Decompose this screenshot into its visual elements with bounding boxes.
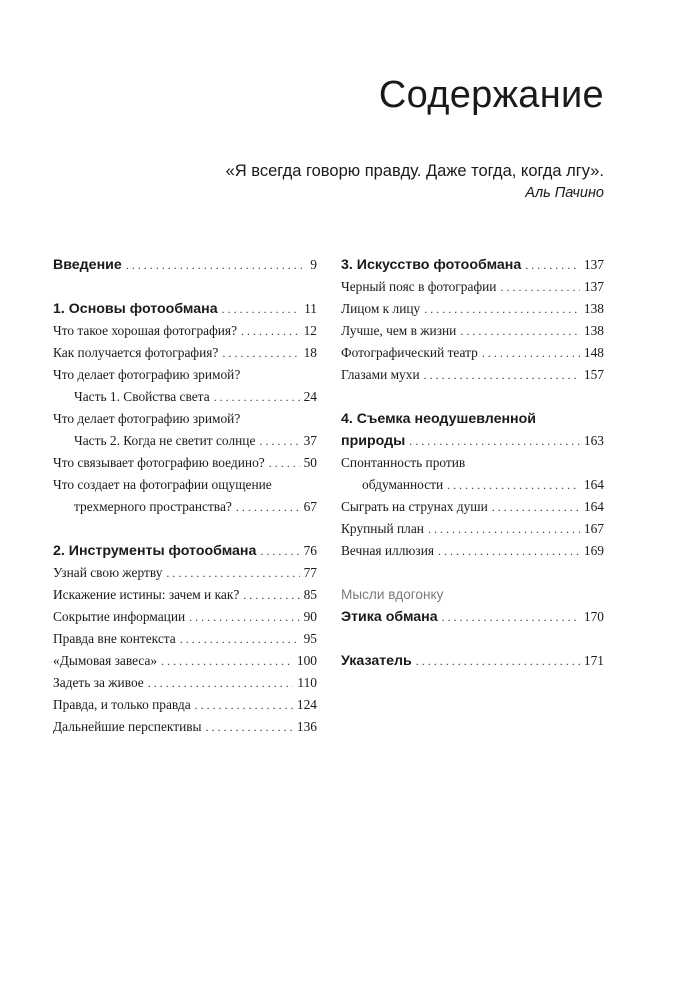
toc-entry-label: Что связывает фотографию воедино?	[53, 455, 265, 470]
dot-leader	[500, 276, 579, 298]
toc-entry[interactable]	[53, 650, 317, 672]
toc-page-number: 124	[296, 697, 317, 712]
toc-entry[interactable]	[53, 606, 317, 628]
toc-page-number: 37	[303, 433, 317, 448]
toc-entry[interactable]	[53, 342, 317, 364]
toc-page-number: 138	[583, 323, 604, 338]
toc-right-column	[341, 254, 604, 672]
toc-entry[interactable]	[53, 496, 317, 518]
dot-leader	[442, 606, 580, 628]
toc-entry[interactable]	[53, 430, 317, 452]
dot-leader	[236, 496, 300, 518]
toc-entry-label: Что делает фотографию зримой?	[53, 411, 241, 426]
epigraph	[226, 162, 604, 201]
dot-leader	[195, 694, 293, 716]
toc-entry[interactable]	[53, 584, 317, 606]
toc-page-number: 9	[310, 257, 317, 272]
dot-leader	[460, 320, 580, 342]
toc-entry[interactable]	[53, 628, 317, 650]
toc-entry-label: Часть 2. Когда не светит солнце	[74, 433, 256, 448]
dot-leader	[269, 452, 300, 474]
toc-entry-label: трехмерного пространства?	[74, 499, 232, 514]
toc-left-column	[53, 254, 317, 738]
toc-page-number: 11	[304, 301, 317, 316]
toc-page-number: 67	[303, 499, 317, 514]
toc-page-number: 90	[303, 609, 317, 624]
toc-entry-label: Как получается фотография?	[53, 345, 219, 360]
epigraph-author: Аль Пачино	[525, 185, 604, 201]
dot-leader	[222, 342, 299, 364]
toc-page-number: 110	[297, 675, 317, 690]
toc-entry-label: 2. Инструменты фотообмана	[53, 543, 257, 559]
toc-page-number: 148	[583, 345, 604, 360]
dot-leader	[416, 650, 580, 672]
toc-entry-label: 4. Съемка неодушевленной	[341, 411, 536, 427]
dot-leader	[424, 364, 580, 386]
dot-leader	[206, 716, 293, 738]
toc-entry[interactable]	[341, 540, 604, 562]
toc-entry[interactable]	[341, 474, 604, 496]
toc-entry-label: Спонтанность против	[341, 455, 466, 470]
toc-entry-label: природы	[341, 433, 406, 449]
afterword-kicker: Мысли вдогонку	[341, 587, 444, 602]
dot-leader	[492, 496, 580, 518]
toc-entry[interactable]	[53, 562, 317, 584]
toc-entry[interactable]	[53, 386, 317, 408]
toc-entry[interactable]	[341, 320, 604, 342]
toc-page-number: 138	[583, 301, 604, 316]
toc-entry-label: Что создает на фотографии ощущение	[53, 477, 272, 492]
toc-page-number: 164	[583, 477, 604, 492]
toc-page-number: 137	[583, 279, 604, 294]
toc-entry-label: Правда, и только правда	[53, 697, 191, 712]
toc-entry-label: Узнай свою жертву	[53, 565, 163, 580]
toc-chapter-3[interactable]	[341, 254, 604, 276]
dot-leader	[222, 298, 301, 320]
toc-entry[interactable]	[341, 298, 604, 320]
toc-page-number: 76	[303, 543, 317, 558]
dot-leader	[214, 386, 300, 408]
dot-leader	[424, 298, 580, 320]
toc-entry-label: Сыграть на струнах души	[341, 499, 488, 514]
toc-entry-label: Часть 1. Свойства света	[74, 389, 210, 404]
toc-entry-label: Искажение истины: зачем и как?	[53, 587, 240, 602]
toc-page-number: 163	[583, 433, 604, 448]
toc-entry[interactable]	[53, 320, 317, 342]
toc-page-number: 170	[583, 609, 604, 624]
toc-entry-label: Этика обмана	[341, 609, 438, 625]
toc-entry-label: 3. Искусство фотообмана	[341, 257, 522, 273]
toc-page-number: 164	[583, 499, 604, 514]
toc-entry-label: обдуманности	[362, 477, 444, 492]
dot-leader	[482, 342, 580, 364]
toc-chapter-4[interactable]	[341, 430, 604, 452]
toc-entry[interactable]	[341, 496, 604, 518]
toc-entry-label: Что такое хорошая фотография?	[53, 323, 238, 338]
toc-entry-label: Глазами мухи	[341, 367, 420, 382]
dot-leader	[126, 254, 307, 276]
dot-leader	[260, 540, 299, 562]
toc-entry-label: Что делает фотографию зримой?	[53, 367, 241, 382]
toc-entry-label: Фотографический театр	[341, 345, 478, 360]
toc-entry[interactable]	[53, 408, 317, 430]
toc-chapter-1[interactable]	[53, 298, 317, 320]
toc-entry[interactable]	[53, 672, 317, 694]
toc-page-number: 12	[303, 323, 317, 338]
toc-entry-intro[interactable]	[53, 254, 317, 276]
dot-leader	[243, 584, 299, 606]
toc-entry-label: Вечная иллюзия	[341, 543, 435, 558]
toc-entry[interactable]	[341, 518, 604, 540]
toc-page-number: 85	[303, 587, 317, 602]
toc-entry[interactable]	[53, 452, 317, 474]
dot-leader	[166, 562, 299, 584]
dot-leader	[241, 320, 300, 342]
toc-entry-label: Задеть за живое	[53, 675, 144, 690]
toc-page-number: 95	[303, 631, 317, 646]
dot-leader	[447, 474, 580, 496]
dot-leader	[525, 254, 580, 276]
epigraph-quote: «Я всегда говорю правду. Даже тогда, когда лгу».	[225, 162, 604, 180]
toc-entry-label: Лучше, чем в жизни	[341, 323, 457, 338]
toc-entry-label: Черный пояс в фотографии	[341, 279, 497, 294]
toc-page-number: 137	[583, 257, 604, 272]
toc-entry[interactable]	[341, 364, 604, 386]
toc-entry-label: «Дымовая завеса»	[53, 653, 158, 668]
dot-leader	[409, 430, 580, 452]
dot-leader	[259, 430, 299, 452]
toc-page-number: 169	[583, 543, 604, 558]
toc-page-number: 171	[583, 653, 604, 668]
toc-entry[interactable]	[341, 342, 604, 364]
toc-entry-label: Введение	[53, 257, 122, 273]
dot-leader	[161, 650, 293, 672]
toc-page-number: 24	[303, 389, 317, 404]
toc-entry[interactable]	[53, 694, 317, 716]
toc-chapter-2[interactable]	[53, 540, 317, 562]
toc-page-number: 157	[583, 367, 604, 382]
toc-page-number: 136	[296, 719, 317, 734]
toc-entry[interactable]	[53, 474, 317, 496]
dot-leader	[148, 672, 294, 694]
toc-entry[interactable]	[53, 716, 317, 738]
dot-leader	[428, 518, 580, 540]
toc-entry[interactable]	[341, 452, 604, 474]
toc-entry-label: Указатель	[341, 653, 412, 669]
page-title: Содержание	[378, 74, 604, 116]
toc-page-number: 50	[303, 455, 317, 470]
toc-entry-label: Лицом к лицу	[341, 301, 421, 316]
toc-entry-label: Крупный план	[341, 521, 424, 536]
toc-page-number: 167	[583, 521, 604, 536]
toc-page-number: 18	[303, 345, 317, 360]
toc-entry[interactable]	[341, 276, 604, 298]
toc-page-number: 77	[303, 565, 317, 580]
dot-leader	[180, 628, 300, 650]
dot-leader	[189, 606, 299, 628]
toc-index[interactable]	[341, 650, 604, 672]
toc-chapter-4-line-1[interactable]	[341, 408, 604, 430]
toc-entry-label: Правда вне контекста	[53, 631, 176, 646]
toc-page-number: 100	[296, 653, 317, 668]
toc-entry-label: Дальнейшие перспективы	[53, 719, 202, 734]
toc-entry[interactable]	[53, 364, 317, 386]
toc-entry-label: Сокрытие информации	[53, 609, 186, 624]
toc-afterword[interactable]	[341, 606, 604, 628]
dot-leader	[438, 540, 580, 562]
toc-entry-label: 1. Основы фотообмана	[53, 301, 218, 317]
